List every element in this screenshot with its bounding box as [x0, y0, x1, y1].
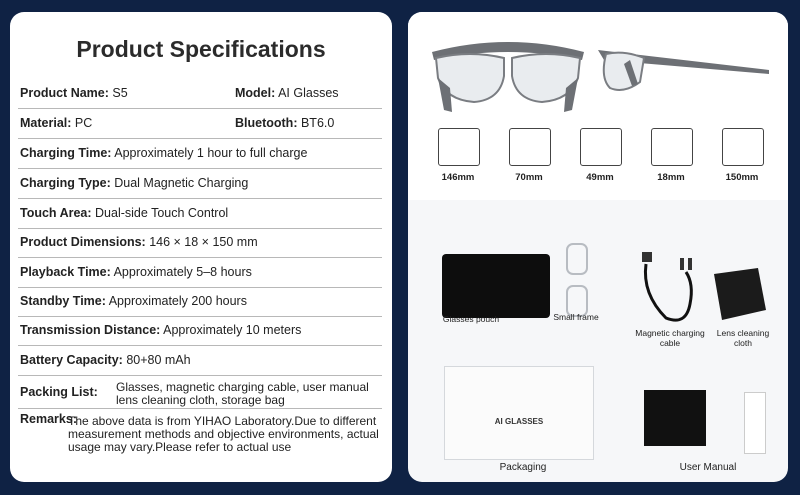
spec-value: 80+80 mAh	[126, 353, 191, 367]
spec-label: Product Dimensions:	[20, 235, 146, 249]
spec-value: Approximately 200 hours	[108, 294, 247, 308]
spec-row-charging-time	[18, 146, 382, 169]
manual-insert-image	[744, 392, 766, 454]
spec-row-dimensions	[18, 235, 382, 258]
charging-cable-image	[640, 248, 700, 328]
spec-row-touch-area	[18, 206, 382, 229]
spec-value: BT6.0	[300, 116, 335, 130]
spec-label: Packing List:	[20, 385, 98, 399]
dimension-label: 18mm	[657, 172, 685, 183]
spec-value: S5	[112, 86, 128, 100]
front-view-icon	[438, 128, 480, 166]
accessory-caption: Glasses pouch	[442, 314, 500, 324]
spec-label: Product Name:	[20, 86, 109, 100]
spec-row-material-bluetooth	[18, 116, 382, 139]
spec-value: Approximately 1 hour to full charge	[114, 146, 308, 160]
spec-label: Playback Time:	[20, 265, 111, 279]
spec-row-battery	[18, 353, 382, 376]
dimension-label: 146mm	[441, 172, 475, 183]
spec-label: Battery Capacity:	[20, 353, 123, 367]
accessory-caption: Small frame	[553, 312, 599, 322]
glasses-pouch-image	[442, 254, 550, 318]
spec-row-name-model	[18, 86, 382, 109]
spec-label: Charging Type:	[20, 176, 111, 190]
spec-label: Bluetooth:	[235, 116, 298, 130]
lens-view-icon	[509, 128, 551, 166]
glasses-side-image	[594, 42, 774, 106]
remarks-text: The above data is from YIHAO Laboratory.Due to different measurement methods and objective environments, actual usage may vary.Please refer to actual use	[68, 414, 379, 454]
packaging-box-image	[444, 366, 594, 460]
spec-value: Approximately 10 meters	[163, 323, 302, 337]
spec-row-transmission	[18, 323, 382, 346]
spec-row-packing	[18, 380, 382, 409]
accessory-caption: Lens cleaning cloth	[716, 328, 770, 348]
dimension-label: 70mm	[515, 172, 543, 183]
box-label: AI GLASSES	[494, 417, 544, 426]
spec-row-playback	[18, 265, 382, 288]
spec-label: Touch Area:	[20, 206, 92, 220]
spec-value: Glasses, magnetic charging cable, user manual lens cleaning cloth, storage bag	[116, 380, 369, 407]
dimension-label: 150mm	[725, 172, 759, 183]
glasses-front-image	[424, 30, 592, 122]
page-title: Product Specifications	[76, 36, 326, 62]
accessory-caption: Packaging	[499, 462, 547, 473]
spec-label: Charging Time:	[20, 146, 112, 160]
spec-label: Standby Time:	[20, 294, 106, 308]
cleaning-cloth-image	[708, 264, 770, 324]
spec-value: PC	[74, 116, 93, 130]
spec-label: Material:	[20, 116, 72, 130]
product-images-panel	[408, 12, 788, 482]
dimension-label: 49mm	[586, 172, 614, 183]
bridge-view-icon	[651, 128, 693, 166]
temple-view-icon	[722, 128, 764, 166]
spec-value: Dual Magnetic Charging	[114, 176, 249, 190]
spec-label: Remarks:	[20, 412, 77, 426]
lens-height-icon	[580, 128, 622, 166]
spec-row-standby	[18, 294, 382, 317]
spec-value: AI Glasses	[278, 86, 339, 100]
spec-row-charging-type	[18, 176, 382, 199]
spec-label: Transmission Distance:	[20, 323, 161, 337]
spec-value: Approximately 5–8 hours	[113, 265, 252, 279]
specifications-panel	[10, 12, 392, 482]
manual-cover-image	[644, 390, 706, 446]
spec-value: Dual-side Touch Control	[95, 206, 229, 220]
spec-value: 146 × 18 × 150 mm	[149, 235, 258, 249]
accessory-caption: User Manual	[679, 462, 737, 473]
spec-label: Model:	[235, 86, 276, 100]
accessory-caption: Magnetic charging cable	[635, 328, 705, 348]
